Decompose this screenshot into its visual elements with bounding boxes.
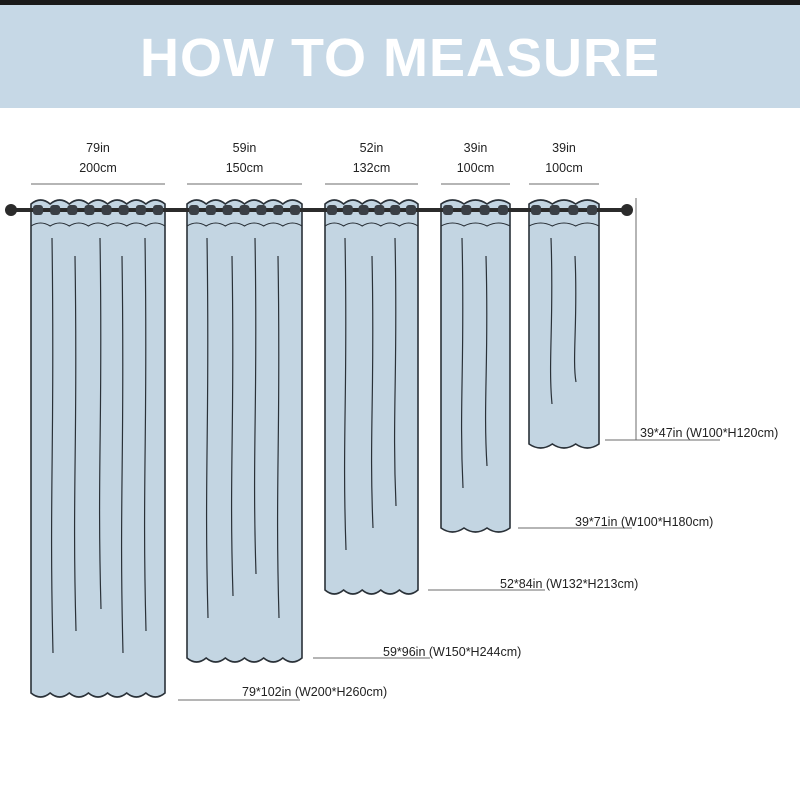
- size-text: 52*84in (W132*H213cm): [500, 577, 639, 591]
- grommet: [84, 205, 94, 215]
- width-cm-label: 200cm: [79, 161, 117, 175]
- grommet: [327, 205, 337, 215]
- grommet: [189, 205, 199, 215]
- curtain-panel-body: [187, 200, 302, 662]
- grommet: [50, 205, 60, 215]
- grommet: [480, 205, 490, 215]
- rod-finial-left: [5, 204, 17, 216]
- grommet: [273, 205, 283, 215]
- curtain-panel-2: [187, 200, 302, 662]
- curtain-panel-5: [529, 200, 599, 448]
- rod-finial-right: [621, 204, 633, 216]
- size-text: 39*47in (W100*H120cm): [640, 426, 779, 440]
- grommet: [359, 205, 369, 215]
- size-label-2: [313, 645, 521, 659]
- grommet: [443, 205, 453, 215]
- grommet: [240, 205, 250, 215]
- size-text: 59*96in (W150*H244cm): [383, 645, 522, 659]
- grommet: [587, 205, 597, 215]
- grommet: [102, 205, 112, 215]
- grommet: [461, 205, 471, 215]
- grommet: [67, 205, 77, 215]
- grommet: [374, 205, 384, 215]
- size-text: 79*102in (W200*H260cm): [242, 685, 388, 699]
- width-dimension-1: [31, 141, 165, 184]
- size-text: 39*71in (W100*H180cm): [575, 515, 714, 529]
- width-dimension-4: [441, 141, 510, 184]
- grommet: [206, 205, 216, 215]
- width-cm-label: 100cm: [545, 161, 583, 175]
- curtain-panel-body: [441, 200, 510, 532]
- width-inches-label: 39in: [552, 141, 576, 155]
- page-title: HOW TO MEASURE: [139, 28, 660, 88]
- grommet: [153, 205, 163, 215]
- grommet: [531, 205, 541, 215]
- width-dimension-5: [529, 141, 599, 184]
- width-cm-label: 100cm: [456, 161, 495, 175]
- width-inches-label: 52in: [359, 141, 384, 155]
- grommet: [550, 205, 560, 215]
- grommet: [223, 205, 233, 215]
- curtain-panel-1: [31, 200, 165, 697]
- grommet: [290, 205, 300, 215]
- width-dimension-2: [187, 141, 302, 184]
- curtain-panel-3: [325, 200, 418, 594]
- width-cm-label: 132cm: [352, 161, 391, 175]
- size-label-5: [605, 426, 778, 440]
- grommet: [343, 205, 353, 215]
- grommet: [406, 205, 416, 215]
- width-inches-label: 39in: [463, 141, 488, 155]
- grommet: [33, 205, 43, 215]
- grommet: [136, 205, 146, 215]
- grommet: [256, 205, 266, 215]
- grommet: [119, 205, 129, 215]
- curtain-panel-4: [441, 200, 510, 532]
- size-label-3: [428, 577, 638, 591]
- size-label-1: [178, 685, 387, 700]
- grommet: [498, 205, 508, 215]
- curtain-panel-body: [529, 200, 599, 448]
- width-dimension-3: [325, 141, 418, 184]
- size-label-4: [518, 515, 713, 529]
- width-inches-label: 79in: [86, 141, 110, 155]
- grommet: [568, 205, 578, 215]
- width-cm-label: 150cm: [225, 161, 264, 175]
- grommet: [390, 205, 400, 215]
- width-inches-label: 59in: [232, 141, 257, 155]
